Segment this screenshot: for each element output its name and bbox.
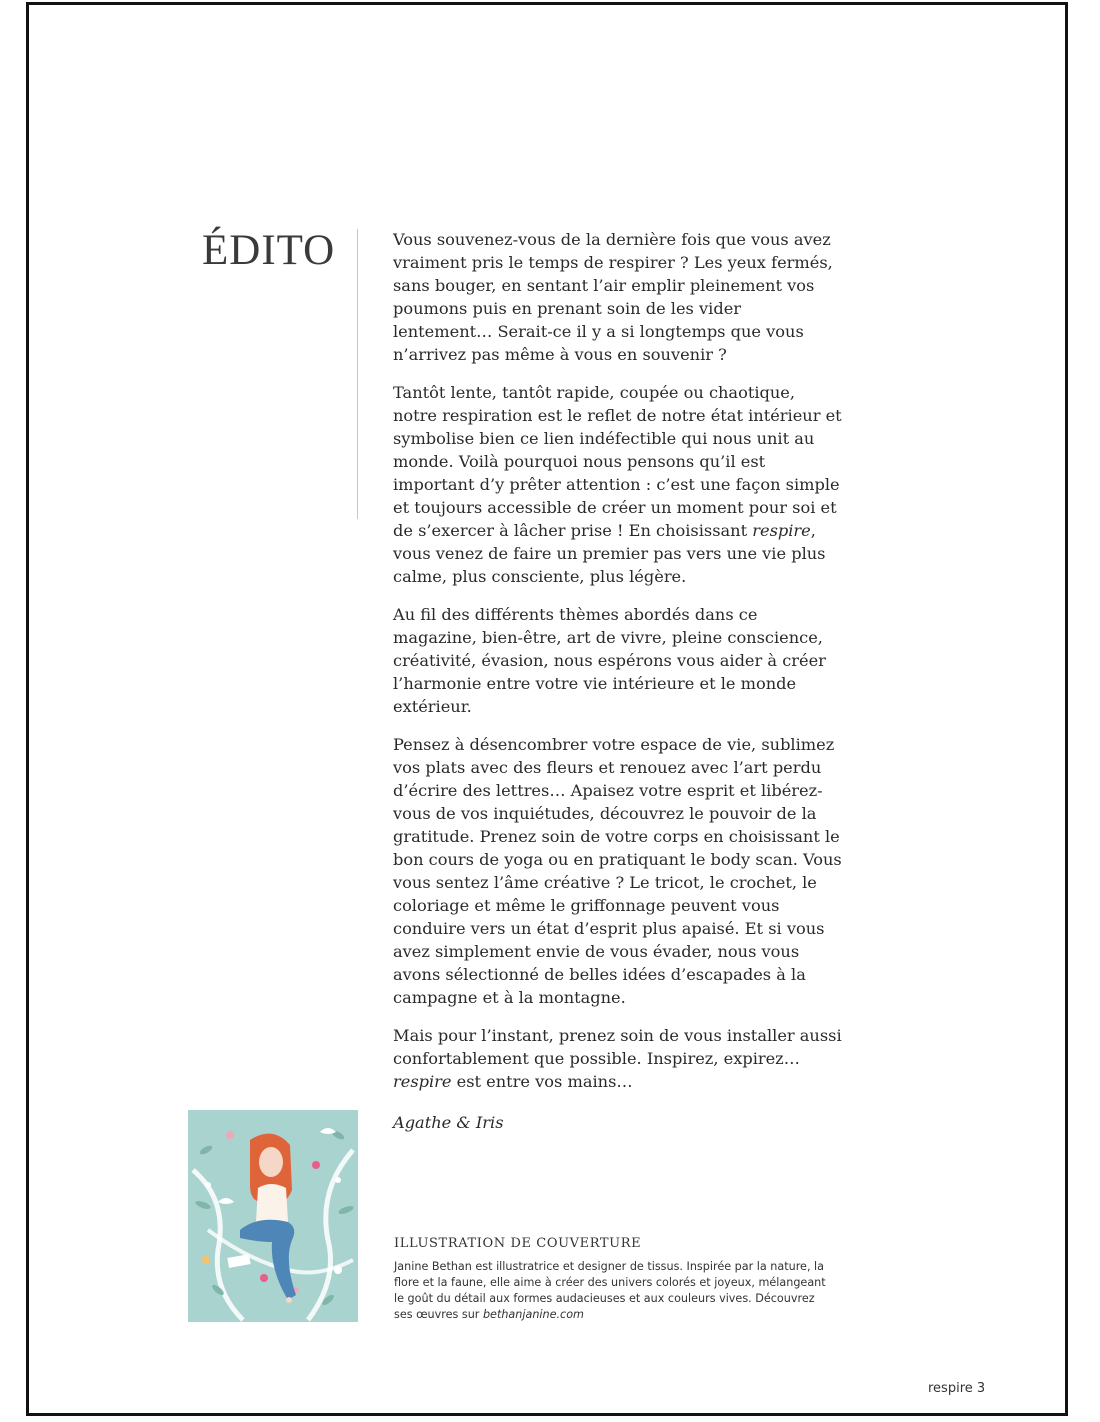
cover-credit-heading: ILLUSTRATION DE COUVERTURE	[394, 1236, 642, 1251]
paragraph-2-text-end: , vous venez de faire un premier pas vers une vie plus calme, plus consciente, plus légère.	[393, 521, 826, 586]
paragraph-1: Vous souvenez-vous de la dernière fois que vous avez vraiment pris le temps de respirer ? Les yeux fermés, sans bouger, en sentant l’air emplir pleinement vos poumons puis en prenant soin de les vider lentement… Serait-ce il y a si longtemps que vous n’arrivez pas même à vous en souvenir ?	[393, 230, 833, 364]
artist-website-link[interactable]: bethanjanine.com	[482, 1308, 584, 1321]
page-footer: respire 3	[928, 1381, 986, 1396]
edito-body	[393, 228, 843, 1149]
paragraph-2	[393, 381, 843, 588]
page-title: ÉDITO	[202, 227, 336, 274]
cover-credit-description: Janine Bethan est illustratrice et designer de tissus. Inspirée par la nature, la flore et la faune, elle aime à créer des univers colorés et joyeux, mélangeant le goût du détail aux formes audacieuses et aux couleurs vives. Découvrez ses œuvres sur	[394, 1260, 826, 1321]
cover-credit	[394, 1236, 834, 1323]
cover-illustration	[188, 1110, 358, 1322]
signature: Agathe & Iris	[393, 1113, 504, 1132]
cover-credit-text	[394, 1259, 834, 1323]
paragraph-4: Pensez à désencombrer votre espace de vie, sublimez vos plats avec des fleurs et renouez avec l’art perdu d’écrire des lettres… Apaisez votre esprit et libérez-vous de vos inquiétudes, découvrez le pouvoir de la gratitude. Prenez soin de votre corps en choisissant le bon cours de yoga ou en pratiquant le body scan. Vous vous sentez l’âme créative ? Le tricot, le crochet, le coloriage et même le griffonnage peuvent vous conduire vers un état d’esprit plus apaisé. Et si vous avez simplement envie de vous évader, nous vous avons sélectionné de belles idées d’escapades à la campagne et à la montagne.	[393, 735, 842, 1007]
magazine-name: respire	[752, 521, 811, 540]
title-divider	[357, 229, 358, 519]
paragraph-5	[393, 1024, 843, 1093]
paragraph-5-text-end: est entre vos mains…	[451, 1072, 633, 1091]
magazine-name: respire	[393, 1072, 452, 1091]
paragraph-3: Au fil des différents thèmes abordés dans ce magazine, bien-être, art de vivre, pleine conscience, créativité, évasion, nous espérons vous aider à créer l’harmonie entre votre vie intérieure et le monde extérieur.	[393, 605, 826, 716]
paragraph-2-text: Tantôt lente, tantôt rapide, coupée ou chaotique, notre respiration est le reflet de notre état intérieur et symbolise bien ce lien indéfectible qui nous unit au monde. Voilà pourquoi nous pensons qu’il est important d’y prêter attention : c’est une façon simple et toujours accessible de créer un moment pour soi et de s’exercer à lâcher prise ! En choisissant	[393, 383, 842, 540]
paragraph-5-text: Mais pour l’instant, prenez soin de vous installer aussi confortablement que possible. Inspirez, expirez…	[393, 1026, 842, 1068]
